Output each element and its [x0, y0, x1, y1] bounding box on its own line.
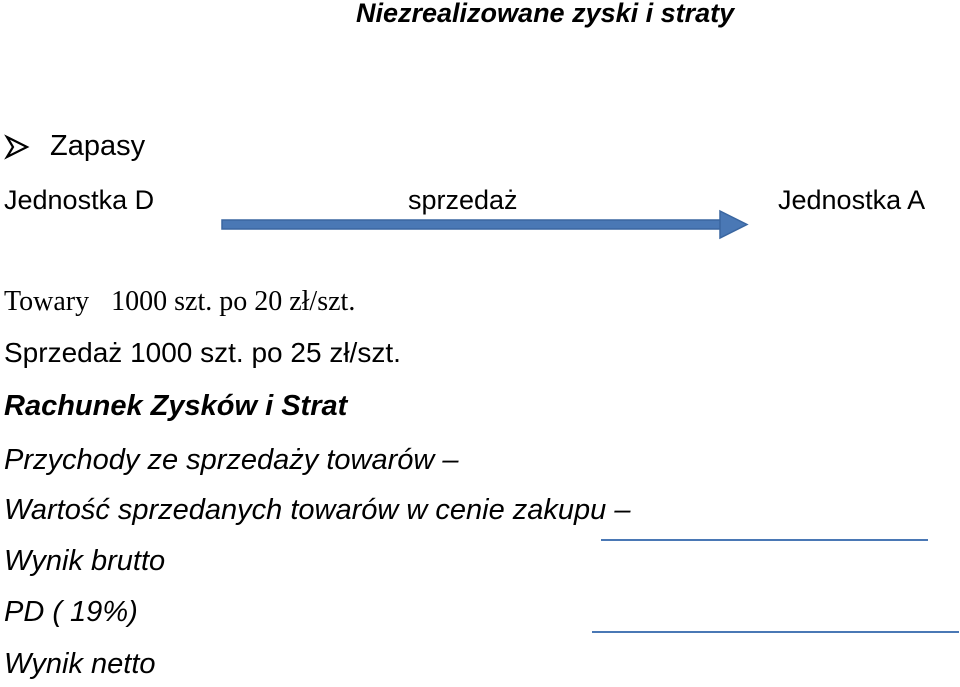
cost-line: Wartość sprzedanych towarów w cenie zakupu – [4, 494, 631, 526]
bullet-zapasy [4, 130, 145, 163]
flow-action-label: sprzedaż [408, 185, 518, 215]
tax-line: PD ( 19%) [4, 596, 138, 628]
goods-line [4, 286, 355, 318]
bullet-label: Zapasy [50, 130, 146, 162]
entity-to: Jednostka A [778, 185, 926, 215]
underline-cost [601, 539, 928, 541]
slide-title: Niezrealizowane zyski i straty [356, 0, 735, 28]
underline-tax [592, 631, 959, 633]
arrowhead-bullet-icon [4, 134, 30, 160]
gross-result-line: Wynik brutto [4, 545, 166, 577]
net-result-line: Wynik netto [4, 648, 156, 680]
revenue-line: Przychody ze sprzedaży towarów – [4, 444, 459, 476]
goods-label: Towary [4, 286, 90, 317]
flow-arrow-icon [220, 208, 750, 242]
sale-line: Sprzedaż 1000 szt. po 25 zł/szt. [4, 337, 401, 368]
goods-detail: 1000 szt. po 20 zł/szt. [111, 286, 356, 317]
income-statement-heading: Rachunek Zysków i Strat [4, 390, 348, 422]
entity-from: Jednostka D [4, 185, 155, 215]
